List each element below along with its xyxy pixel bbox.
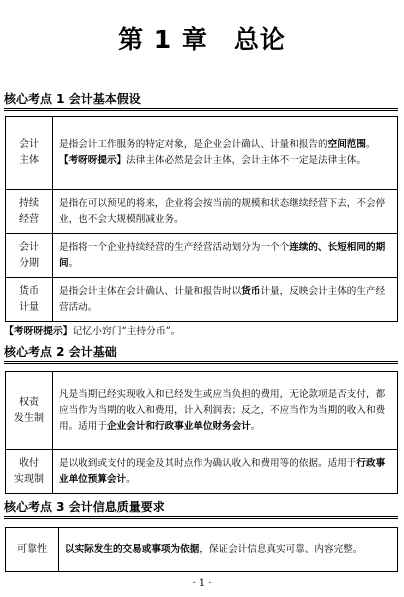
table-row — [6, 372, 398, 450]
tip-label: 【考呀呀提示】 — [4, 326, 73, 337]
table-row — [6, 278, 398, 322]
content-text: 是指会计主体在会计确认、计量和报告时以 — [59, 285, 242, 297]
content-text: 。 — [126, 473, 136, 485]
row-content — [53, 450, 398, 494]
row-label: 权责 发生制 — [6, 372, 53, 450]
table-row — [6, 190, 398, 234]
memory-tip — [4, 325, 400, 339]
page-number: · 1 · — [192, 578, 212, 589]
row-content — [59, 528, 398, 572]
row-label: 会计 分期 — [6, 234, 53, 278]
content-bold: 货币 — [241, 285, 261, 297]
content-text: 是以收到或支付的现金及其时点作为确认收入和费用等的依据。适用于 — [59, 457, 357, 469]
content-text: 。 — [366, 139, 376, 150]
content-text: ，保证会计信息真实可靠、内容完整。 — [199, 543, 363, 555]
table-row — [6, 117, 398, 190]
table-accounting-assumptions — [5, 116, 398, 322]
row-label: 会计 主体 — [6, 117, 53, 190]
content-text: 。 — [68, 257, 79, 269]
table-accounting-basis — [5, 371, 398, 494]
table-information-quality — [5, 527, 398, 572]
table-row — [6, 450, 398, 494]
content-text: 凡是当期已经实现收入和已经发生或应当负担的费用，无论款项是否支付，都应当作为当期的收入和费用，计入利润表；反之，不应当作为当期的收入和费用。适用于 — [59, 388, 386, 432]
section-heading-3: 核心考点 3 会计信息质量要求 — [4, 500, 398, 519]
row-content — [53, 117, 398, 190]
row-label: 可靠性 — [6, 528, 59, 572]
section-heading-1: 核心考点 1 会计基本假设 — [4, 92, 398, 111]
row-label: 持续 经营 — [6, 190, 53, 234]
content-text: 计量，反映会计主体的生产经营活动。 — [59, 285, 386, 313]
content-bold: 行政事业单位预算会计 — [59, 457, 386, 485]
content-text: 是指会计工作服务的特定对象，是企业会计确认、计量和报告的 — [59, 139, 328, 150]
content-bold: 连续的、长短相同的期间 — [59, 241, 386, 269]
content-text: 是指将一个企业持续经营的生产经营活动划分为一个个 — [59, 241, 290, 253]
table-row — [6, 528, 398, 572]
content-bold: 空间范围 — [327, 139, 366, 150]
row-content — [53, 234, 398, 278]
row-label: 收付 实现制 — [6, 450, 53, 494]
tip-text: 法律主体必然是会计主体，会计主体不一定是法律主体。 — [126, 155, 366, 166]
row-content — [53, 278, 398, 322]
row-content — [53, 372, 398, 450]
content-bold: 企业会计和行政事业单位财务会计 — [106, 420, 251, 432]
row-label: 货币 计量 — [6, 278, 53, 322]
content-text: 。 — [250, 420, 261, 432]
section-heading-2: 核心考点 2 会计基础 — [4, 345, 398, 364]
content-bold: 以实际发生的交易或事项为依据 — [65, 543, 200, 555]
row-content: 是指在可以预见的将来，企业将会按当前的规模和状态继续经营下去，不会停业，也不会大规模削减业务。 — [53, 190, 398, 234]
tip-label: 【考呀呀提示】 — [59, 155, 127, 166]
table-row — [6, 234, 398, 278]
chapter-title: 第 1 章 总论 — [118, 25, 286, 54]
tip-text: 记忆小窍门“主持分币”。 — [72, 326, 181, 337]
